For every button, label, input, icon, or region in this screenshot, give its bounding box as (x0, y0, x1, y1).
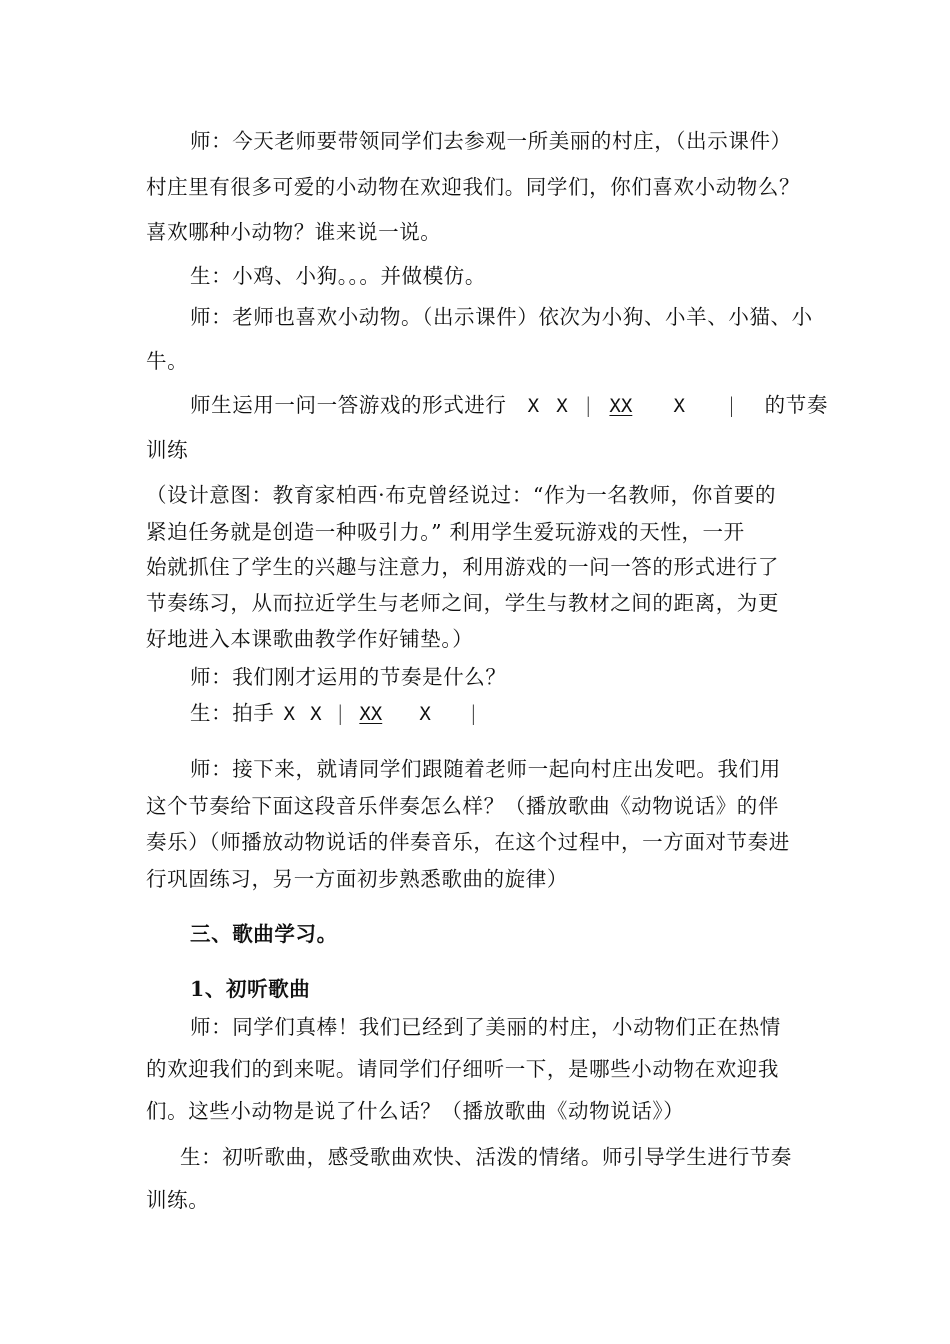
rhythm-note: X (310, 703, 322, 725)
paragraph-line: 生：小鸡、小狗。。。并做模仿。 (190, 264, 486, 288)
paragraph-line: 训练。 (146, 1188, 210, 1212)
section-heading: 三、歌曲学习。 (190, 922, 338, 946)
rhythm-note: X (556, 395, 568, 417)
rhythm-barline: | (336, 701, 345, 725)
paragraph-line: 师：老师也喜欢小动物。（出示课件）依次为小狗、小羊、小猫、小 (190, 305, 813, 329)
paragraph-line: 节奏练习，从而拉近学生与老师之间，学生与教材之间的距离，为更 (146, 591, 779, 615)
paragraph-line: 行巩固练习，另一方面初步熟悉歌曲的旋律） (146, 867, 568, 891)
rhythm-barline: | (584, 393, 593, 417)
paragraph-line: 训练 (146, 438, 189, 462)
paragraph-line: 师：我们刚才运用的节奏是什么？ (190, 665, 507, 689)
rhythm-barline: | (728, 393, 736, 417)
paragraph-line: 喜欢哪种小动物？谁来说一说。 (146, 220, 442, 244)
paragraph-line: （设计意图：教育家柏西·布克曾经说过：“作为一名教师，你首要的 (146, 483, 777, 507)
paragraph-line: 牛。 (146, 349, 189, 373)
paragraph-line: 紧迫任务就是创造一种吸引力。” 利用学生爱玩游戏的天性，一开 (146, 520, 745, 544)
rhythm-note: X (419, 703, 431, 725)
rhythm-note: X (283, 703, 295, 725)
paragraph-text: 师生运用一问一答游戏的形式进行 (190, 393, 507, 417)
paragraph-line: 师：接下来，就请同学们跟随着老师一起向村庄出发吧。我们用 (190, 757, 781, 781)
paragraph-line: 这个节奏给下面这段音乐伴奏怎么样？（播放歌曲《动物说话》的伴 (146, 794, 779, 818)
paragraph-line: 好地进入本课歌曲教学作好铺垫。） (146, 627, 474, 651)
paragraph-text: 的节奏 (764, 393, 828, 417)
paragraph-line: 始就抓住了学生的兴趣与注意力，利用游戏的一问一答的形式进行了 (146, 555, 779, 579)
rhythm-intro-line (190, 388, 828, 418)
rhythm-note: X (527, 395, 540, 417)
paragraph-line: 师：同学们真棒！我们已经到了美丽的村庄，小动物们正在热情 (190, 1015, 781, 1039)
rhythm-note: X (673, 395, 685, 417)
paragraph-line: 的欢迎我们的到来呢。请同学们仔细听一下，是哪些小动物在欢迎我 (146, 1057, 779, 1081)
paragraph-line: 师：今天老师要带领同学们去参观一所美丽的村庄，（出示课件） (190, 129, 792, 153)
rhythm-answer-line (190, 696, 477, 726)
paragraph-line: 们。这些小动物是说了什么话？（播放歌曲《动物说话》） (146, 1099, 685, 1123)
paragraph-line: 奏乐）（师播放动物说话的伴奏音乐，在这个过程中，一方面对节奏进 (146, 830, 790, 854)
paragraph-text: 生：拍手 (190, 701, 275, 725)
rhythm-note-eighths: XX (359, 703, 383, 725)
rhythm-barline: | (469, 701, 478, 725)
subsection-heading: 1、初听歌曲 (190, 977, 311, 1001)
rhythm-note-eighths: XX (609, 395, 633, 417)
paragraph-line: 村庄里有很多可爱的小动物在欢迎我们。同学们，你们喜欢小动物么？ (146, 175, 801, 199)
paragraph-line: 生：初听歌曲，感受歌曲欢快、活泼的情绪。师引导学生进行节奏 (180, 1145, 792, 1169)
